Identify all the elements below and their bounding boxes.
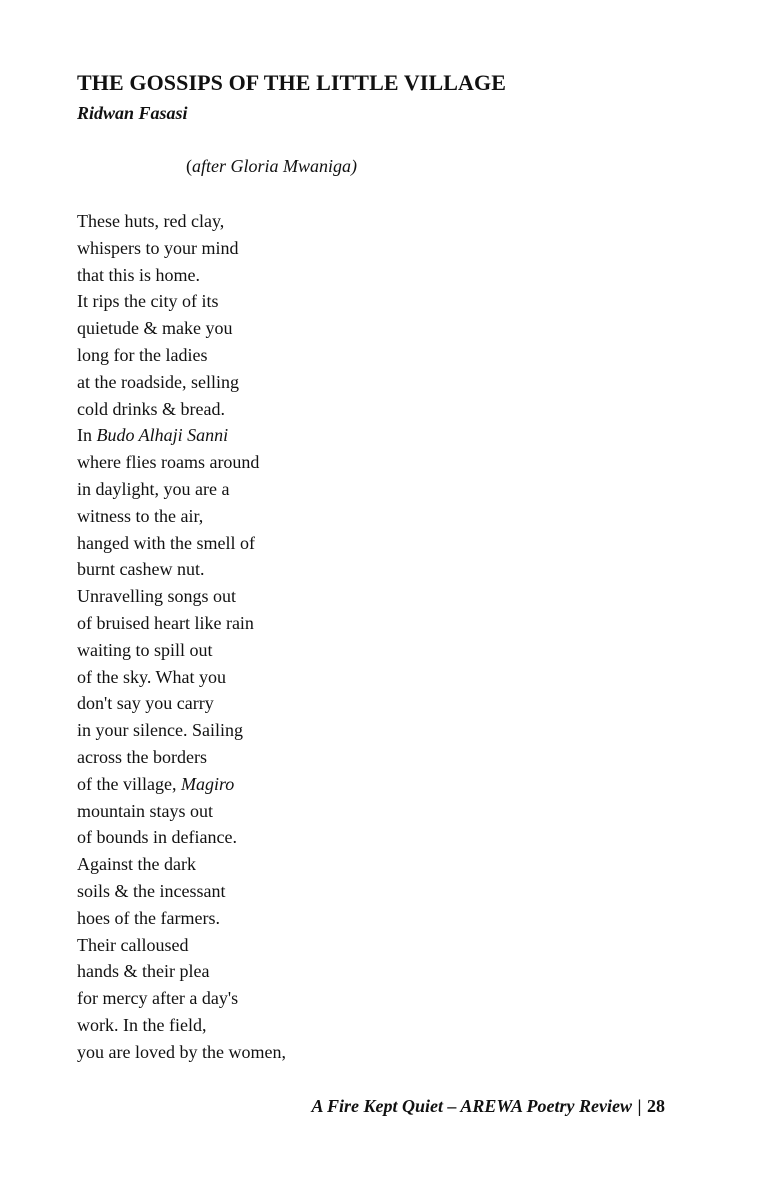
poem-line: don't say you carry [77, 693, 214, 714]
poem-line: work. In the field, [77, 1014, 207, 1035]
poem-line: Against the dark [77, 854, 196, 875]
poem-body [77, 208, 286, 1066]
poem-line: quietude & make you [77, 318, 233, 339]
poem-line: soils & the incessant [77, 880, 226, 901]
poem-line: long for the ladies [77, 344, 208, 365]
footer-separator: | [637, 1096, 642, 1116]
poem-line: that this is home. [77, 264, 200, 285]
dedication [186, 156, 357, 177]
poem-line [77, 422, 286, 449]
poem-line: for mercy after a day's [77, 988, 239, 1009]
page-number: 28 [647, 1096, 665, 1116]
poem-line [77, 771, 286, 798]
author-name: Ridwan Fasasi [77, 103, 188, 123]
poem-line: of the sky. What you [77, 666, 226, 687]
poem-place-name: Magiro [180, 773, 235, 794]
poem-line: of bounds in defiance. [77, 827, 237, 848]
poem-line: of bruised heart like rain [77, 612, 254, 633]
poem-line-text: of the village, [77, 773, 181, 794]
poem-line: mountain stays out [77, 800, 213, 821]
poem-line: at the roadside, selling [77, 371, 239, 392]
poem-line: Unravelling songs out [77, 586, 236, 607]
poem-line: you are loved by the women, [77, 1041, 286, 1062]
poem-line: burnt cashew nut. [77, 559, 205, 580]
poem-line: hanged with the smell of [77, 532, 255, 553]
poem-line: Their calloused [77, 934, 189, 955]
poem-line: witness to the air, [77, 505, 204, 526]
publication-title: A Fire Kept Quiet – AREWA Poetry Review [311, 1096, 633, 1116]
poem-line: waiting to spill out [77, 639, 213, 660]
poem-line: It rips the city of its [77, 291, 219, 312]
poem-line: across the borders [77, 746, 207, 767]
poem-title: THE GOSSIPS OF THE LITTLE VILLAGE [77, 70, 506, 95]
poem-line: These huts, red clay, [77, 211, 225, 231]
poem-place-name: Budo Alhaji Sanni [96, 425, 229, 446]
dedication-paren: ( [186, 156, 192, 176]
poem-line-text: In [77, 425, 97, 446]
poem-line: hoes of the farmers. [77, 907, 220, 928]
poem-line: hands & their plea [77, 961, 210, 982]
poem-line: where flies roams around [77, 452, 260, 473]
poem-line: whispers to your mind [77, 237, 239, 258]
poem-line: cold drinks & bread. [77, 398, 225, 419]
poem-line: in your silence. Sailing [77, 720, 243, 741]
poem-line: in daylight, you are a [77, 478, 230, 499]
page-footer [312, 1096, 665, 1117]
dedication-text: after Gloria Mwaniga) [192, 156, 357, 176]
